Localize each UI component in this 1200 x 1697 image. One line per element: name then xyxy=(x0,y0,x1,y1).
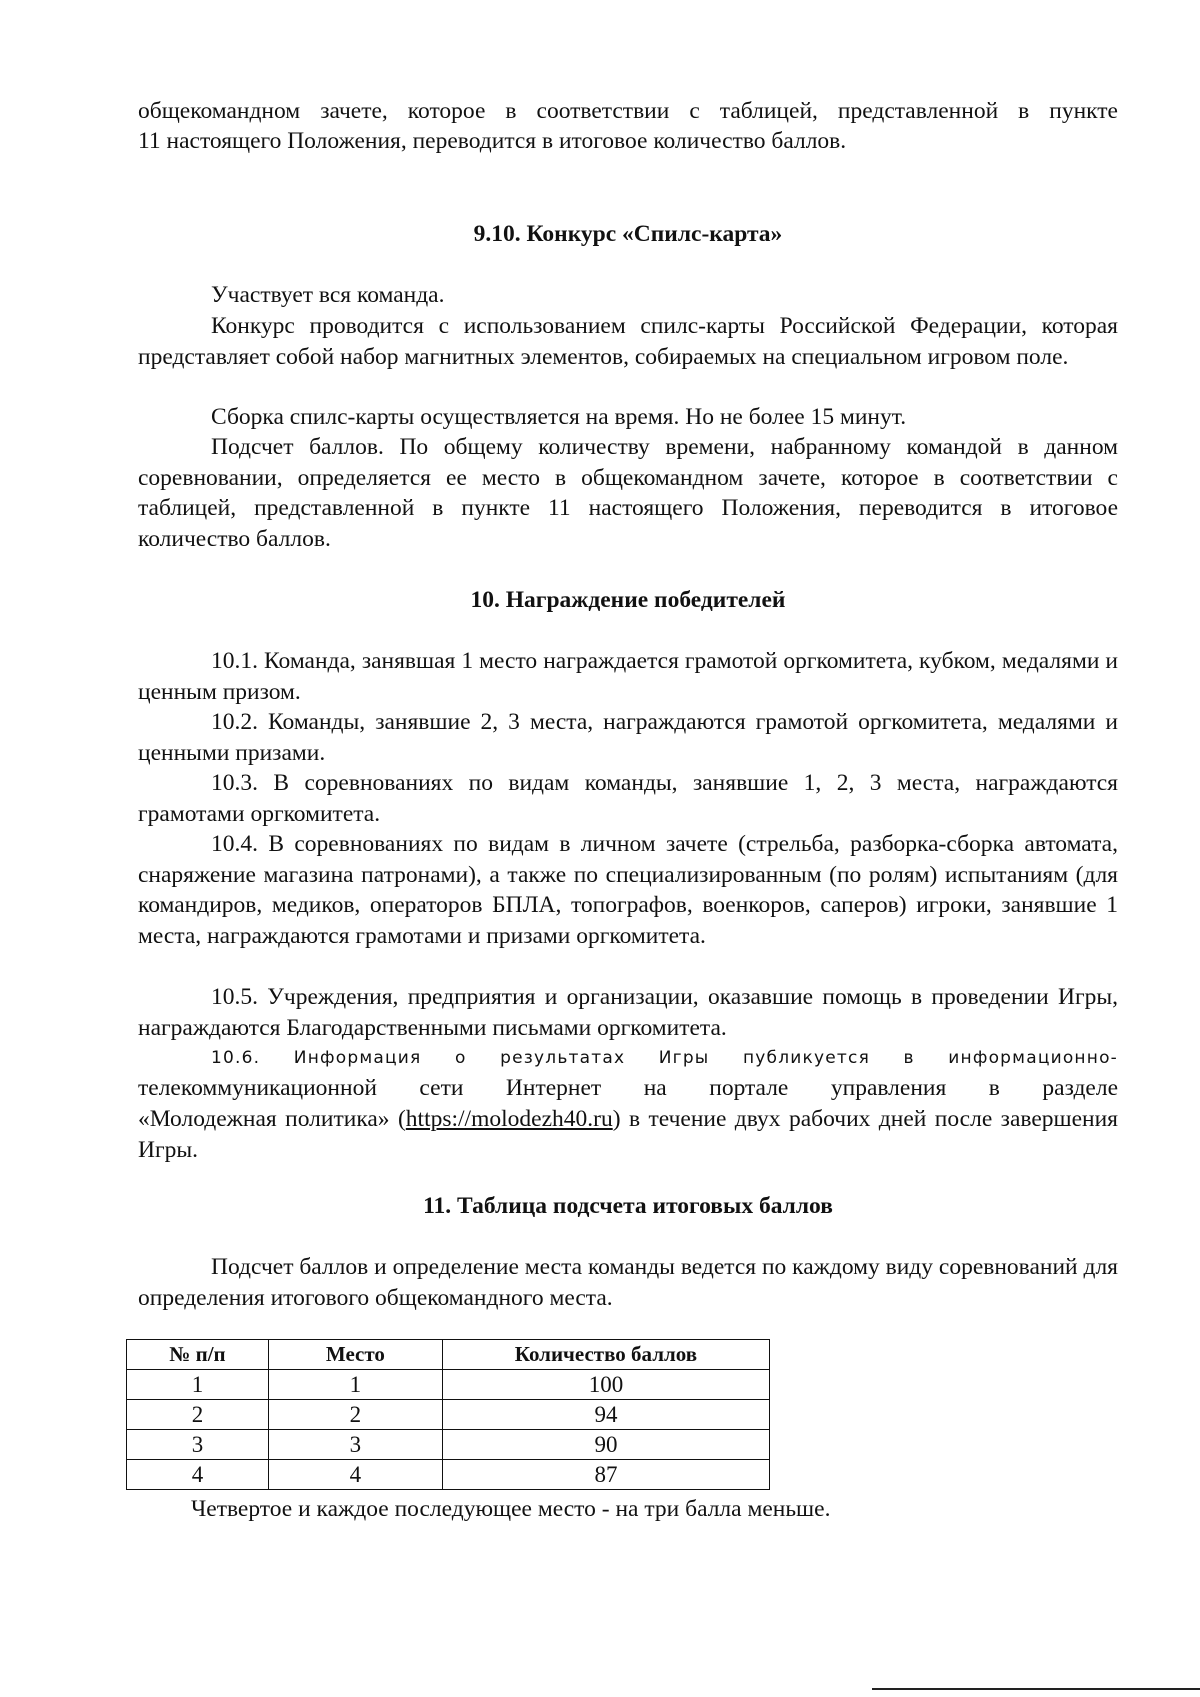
section-10-p1: 10.1. Команда, занявшая 1 место награждается грамотой оргкомитета, кубком, медалями и ценным призом. xyxy=(138,648,1118,705)
section-11-p1: Подсчет баллов и определение места команды ведется по каждому виду соревнований для определения итогового общекомандного места. xyxy=(138,1254,1118,1311)
section-910-title: 9.10. Конкурс «Спилс-карта» xyxy=(473,221,783,247)
scores-table xyxy=(126,1339,770,1490)
table-row xyxy=(127,1430,770,1460)
section-10-p6-rest xyxy=(138,1104,1118,1165)
intro-line-2: 11 настоящего Положения, переводится в итоговое количество баллов. xyxy=(138,128,847,154)
cell-place: 1 xyxy=(268,1370,442,1400)
header-points: Количество баллов xyxy=(442,1340,769,1370)
section-10-p2: 10.2. Команды, занявшие 2, 3 места, награждаются грамотой оргкомитета, медалями и ценными призами. xyxy=(138,709,1118,766)
cell-place: 4 xyxy=(268,1460,442,1490)
table-row xyxy=(127,1370,770,1400)
scan-edge-line xyxy=(872,1688,1200,1690)
table-row xyxy=(127,1400,770,1430)
cell-number: 3 xyxy=(127,1430,269,1460)
section-910-p2: Конкурс проводится с использованием спилс-карты Российской Федерации, которая представляет собой набор магнитных элементов, собираемых на специальном игровом поле. xyxy=(138,313,1118,370)
cell-points: 87 xyxy=(442,1460,769,1490)
section-10-p5: 10.5. Учреждения, предприятия и организации, оказавшие помощь в проведении Игры, награждаются Благодарственными письмами оргкомитета. xyxy=(138,984,1118,1041)
section-11-title: 11. Таблица подсчета итоговых баллов xyxy=(423,1193,833,1219)
section-10-p6-line1: 10.6. Информация о результатах Игры публикуется в информационно- xyxy=(211,1048,1118,1068)
section-910-p4: Подсчет баллов. По общему количеству времени, набранному командой в данном соревновании, определяется ее место в общекомандном зачете, которое в соответствии с таблицей, представленной в пункте 11 настоящего Положения, переводится в итоговое количество баллов. xyxy=(138,434,1118,552)
molodezh-link[interactable]: https://molodezh40.ru xyxy=(405,1106,613,1132)
header-place: Место xyxy=(268,1340,442,1370)
section-10-p3: 10.3. В соревнованиях по видам команды, занявшие 1, 2, 3 места, награждаются грамотами оргкомитета. xyxy=(138,770,1118,827)
section-10-title: 10. Награждение победителей xyxy=(470,587,786,613)
header-number: № п/п xyxy=(127,1340,269,1370)
table-row xyxy=(127,1460,770,1490)
cell-points: 100 xyxy=(442,1370,769,1400)
cell-place: 3 xyxy=(268,1430,442,1460)
p6-before-link: «Молодежная политика» ( xyxy=(138,1106,406,1132)
section-910-p3: Сборка спилс-карты осуществляется на время. Но не более 15 минут. xyxy=(211,404,907,430)
table-note: Четвертое и каждое последующее место - на три балла меньше. xyxy=(191,1496,831,1522)
p6-after-link: ) в течение двух рабочих дней после завершения Игры. xyxy=(138,1106,1118,1163)
cell-place: 2 xyxy=(268,1400,442,1430)
section-910-p1: Участвует вся команда. xyxy=(211,282,445,308)
cell-points: 90 xyxy=(442,1430,769,1460)
cell-number: 1 xyxy=(127,1370,269,1400)
cell-number: 4 xyxy=(127,1460,269,1490)
table-header-row xyxy=(127,1340,770,1370)
cell-points: 94 xyxy=(442,1400,769,1430)
section-10-p6-line2: телекоммуникационной сети Интернет на портале управления в разделе xyxy=(138,1075,1118,1101)
intro-line-1: общекомандном зачете, которое в соответствии с таблицей, представленной в пункте xyxy=(138,98,1118,124)
cell-number: 2 xyxy=(127,1400,269,1430)
section-10-p4: 10.4. В соревнованиях по видам в личном зачете (стрельба, разборка-сборка автомата, снаряжение магазина патронами), а также по специализированным (по ролям) испытаниям (для командиров, медиков, операторов БПЛА, топографов, военкоров, саперов) игроки, занявшие 1 места, награждаются грамотами и призами оргкомитета. xyxy=(138,831,1118,949)
